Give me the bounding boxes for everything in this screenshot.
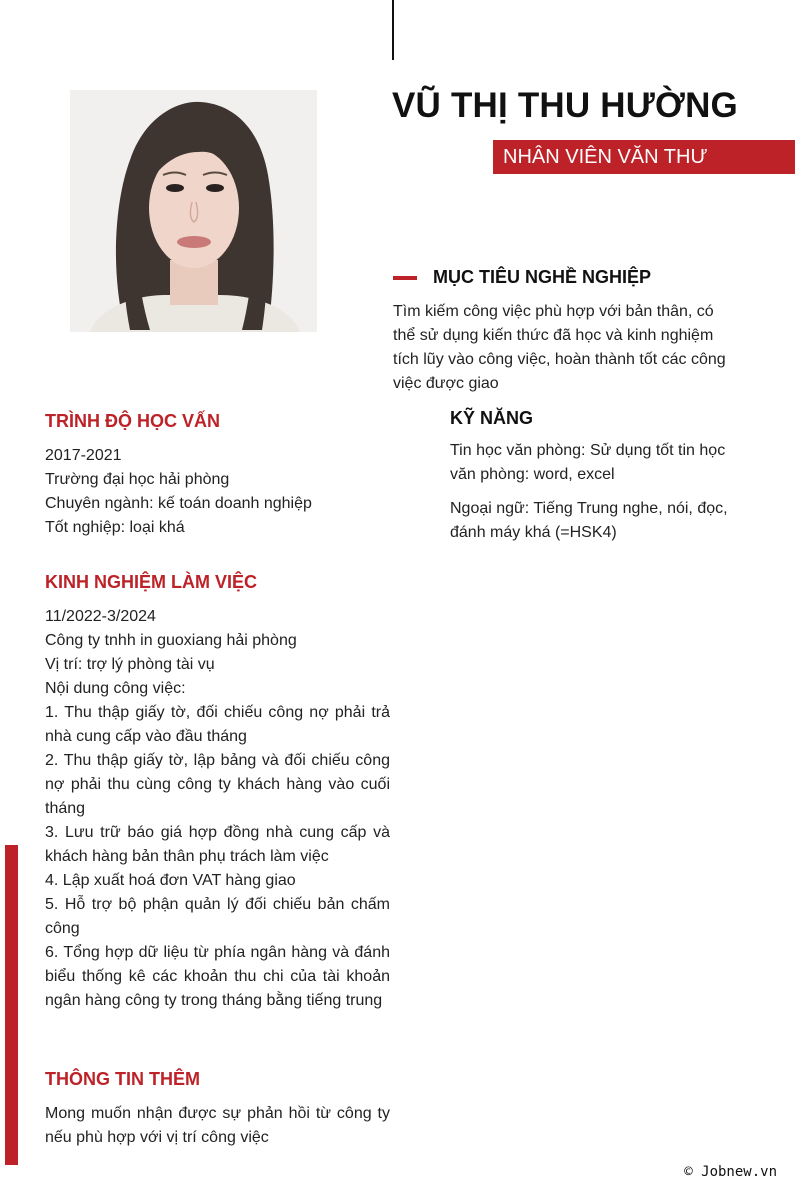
duty-item: 1. Thu thập giấy tờ, đối chiếu công nợ phải trả nhà cung cấp vào đầu tháng bbox=[45, 704, 390, 745]
additional-title: THÔNG TIN THÊM bbox=[45, 1069, 200, 1089]
education-section bbox=[45, 411, 390, 540]
experience-title: KINH NGHIỆM LÀM VIỆC bbox=[45, 572, 258, 592]
duty-item: 2. Thu thập giấy tờ, lập bảng và đối chiếu công nợ phải thu cùng công ty khách hàng vào cuối tháng bbox=[45, 752, 390, 817]
experience-section bbox=[45, 572, 390, 1013]
experience-duties-label: Nội dung công việc: bbox=[45, 680, 186, 697]
portrait-image bbox=[70, 90, 317, 332]
duty-item: 4. Lập xuất hoá đơn VAT hàng giao bbox=[45, 872, 296, 889]
experience-company: Công ty tnhh in guoxiang hải phòng bbox=[45, 632, 297, 649]
additional-text: Mong muốn nhận được sự phản hồi từ công ty nếu phù hợp với vị trí công việc bbox=[45, 1105, 390, 1146]
duty-item: 3. Lưu trữ báo giá hợp đồng nhà cung cấp và khách hàng bản thân phụ trách làm việc bbox=[45, 824, 390, 865]
objective-heading bbox=[393, 267, 651, 288]
dash-icon bbox=[393, 276, 417, 280]
profile-photo bbox=[70, 90, 317, 332]
candidate-name: VŨ THỊ THU HƯỜNG bbox=[392, 86, 738, 125]
job-title: NHÂN VIÊN VĂN THƯ bbox=[503, 146, 708, 168]
education-school: Trường đại học hải phòng bbox=[45, 471, 230, 488]
accent-bar bbox=[5, 845, 18, 1165]
copyright-footer: © Jobnew.vn bbox=[684, 1164, 777, 1180]
skill-item: Ngoại ngữ: Tiếng Trung nghe, nói, đọc, đánh máy khá (=HSK4) bbox=[450, 500, 728, 541]
education-title: TRÌNH ĐỘ HỌC VẤN bbox=[45, 411, 220, 431]
objective-title: MỤC TIÊU NGHỀ NGHIỆP bbox=[433, 267, 652, 287]
top-divider-line bbox=[392, 0, 394, 60]
experience-period: 11/2022-3/2024 bbox=[45, 608, 156, 625]
additional-info-section bbox=[45, 1069, 390, 1150]
skill-item: Tin học văn phòng: Sử dụng tốt tin học văn phòng: word, excel bbox=[450, 442, 726, 483]
education-major: Chuyên ngành: kế toán doanh nghiệp bbox=[45, 495, 312, 512]
skills-title: KỸ NĂNG bbox=[450, 408, 534, 428]
job-title-badge bbox=[493, 140, 795, 174]
skills-section bbox=[450, 408, 745, 555]
experience-position: Vị trí: trợ lý phòng tài vụ bbox=[45, 656, 215, 673]
education-period: 2017-2021 bbox=[45, 447, 122, 464]
duty-item: 6. Tổng hợp dữ liệu từ phía ngân hàng và đánh biểu thống kê các khoản thu chi của tài khoản ngân hàng công ty trong tháng bằng tiếng trung bbox=[45, 944, 390, 1009]
education-graduation: Tốt nghiệp: loại khá bbox=[45, 519, 185, 536]
duty-item: 5. Hỗ trợ bộ phận quản lý đối chiếu bản chấm công bbox=[45, 896, 390, 937]
objective-text: Tìm kiếm công việc phù hợp với bản thân, có thể sử dụng kiến thức đã học và kinh nghiệm tích lũy vào công việc, hoàn thành tốt các công việc được giao bbox=[393, 303, 726, 392]
